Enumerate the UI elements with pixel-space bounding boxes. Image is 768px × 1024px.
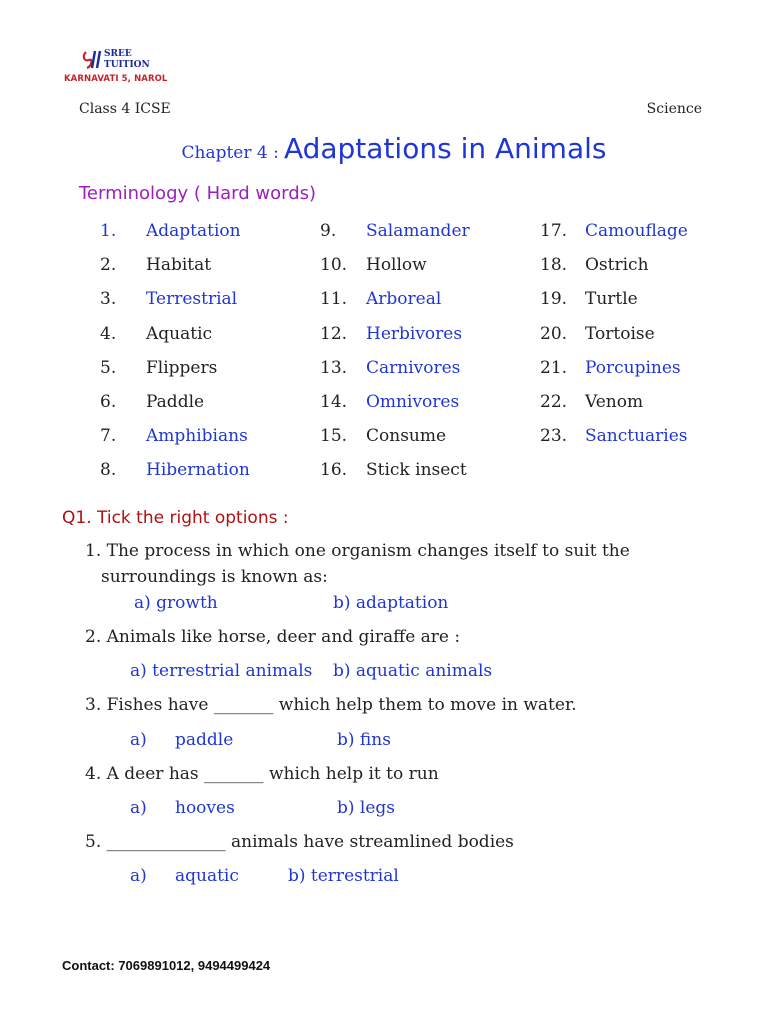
term-number: 22. (540, 392, 568, 412)
q1-option-a[interactable]: a) growth (134, 593, 218, 613)
term-number: 6. (100, 392, 117, 412)
question-4: 4. A deer has _______ which help it to run (85, 764, 439, 784)
term-word: Herbivores (366, 323, 463, 344)
term-word: Tortoise (585, 323, 655, 344)
term-word: Amphibians (146, 426, 248, 447)
term-number: 3. (100, 289, 117, 310)
question-heading: Q1. Tick the right options : (62, 508, 289, 528)
term-word: Hollow (366, 255, 427, 276)
term-word: Stick insect (366, 460, 467, 481)
contact-info: Contact: 7069891012, 9494499424 (62, 958, 271, 973)
term-word: Adaptation (146, 221, 241, 241)
term-word: Arboreal (366, 289, 442, 310)
terminology-heading: Terminology ( Hard words) (79, 183, 317, 204)
q5-option-a-letter[interactable]: a) (130, 866, 147, 886)
term-word: Omnivores (366, 392, 460, 412)
term-number: 2. (100, 255, 117, 276)
q3-option-a[interactable]: paddle (175, 730, 234, 750)
chapter-prefix: Chapter 4 : (181, 143, 279, 163)
term-number: 5. (100, 357, 117, 378)
term-number: 16. (320, 460, 348, 481)
term-word: Hibernation (146, 460, 250, 481)
term-number: 21. (540, 357, 568, 378)
term-number: 1. (100, 221, 117, 241)
q4-option-a[interactable]: hooves (175, 798, 235, 818)
q2-option-a[interactable]: a) terrestrial animals (130, 661, 313, 681)
term-word: Camouflage (585, 221, 688, 241)
logo-text-tuition: TUITION (104, 60, 150, 70)
question-5: 5. ______________ animals have streamlined bodies (85, 832, 514, 852)
term-number: 12. (320, 323, 348, 344)
term-word: Terrestrial (146, 289, 238, 310)
term-number: 4. (100, 323, 117, 344)
term-number: 10. (320, 255, 348, 276)
logo (64, 48, 174, 94)
term-number: 14. (320, 392, 348, 412)
term-word: Sanctuaries (585, 426, 688, 447)
question-3: 3. Fishes have _______ which help them to move in water. (85, 695, 577, 715)
q3-option-b[interactable]: b) fins (337, 730, 391, 750)
logo-text-place: KARNAVATI 5, NAROL (64, 74, 168, 84)
term-word: Flippers (146, 357, 218, 378)
term-word: Habitat (146, 255, 212, 276)
term-word: Porcupines (585, 357, 681, 378)
term-word: Turtle (585, 289, 638, 310)
term-word: Paddle (146, 392, 205, 412)
term-number: 7. (100, 426, 117, 447)
term-word: Consume (366, 426, 447, 447)
term-number: 19. (540, 289, 568, 310)
question-2: 2. Animals like horse, deer and giraffe are : (85, 627, 461, 647)
q3-option-a-letter[interactable]: a) (130, 730, 147, 750)
question-1-line-1: 1. The process in which one organism changes itself to suit the (85, 541, 630, 561)
term-number: 13. (320, 357, 348, 378)
q2-option-b[interactable]: b) aquatic animals (333, 661, 493, 681)
q1-option-b[interactable]: b) adaptation (333, 593, 449, 613)
term-number: 23. (540, 426, 568, 447)
term-number: 9. (320, 221, 337, 241)
q5-option-b[interactable]: b) terrestrial (288, 866, 399, 886)
term-number: 11. (320, 289, 348, 310)
term-word: Aquatic (146, 323, 213, 344)
q5-option-a[interactable]: aquatic (175, 866, 239, 886)
term-number: 20. (540, 323, 568, 344)
term-word: Salamander (366, 221, 470, 241)
page-title (0, 132, 768, 165)
q4-option-a-letter[interactable]: a) (130, 798, 147, 818)
logo-mark-icon (80, 48, 104, 72)
term-number: 8. (100, 460, 117, 481)
term-number: 15. (320, 426, 348, 447)
question-1-line-2: surroundings is known as: (101, 567, 328, 587)
term-word: Venom (585, 392, 644, 412)
term-number: 17. (540, 221, 568, 241)
term-word: Carnivores (366, 357, 461, 378)
term-number: 18. (540, 255, 568, 276)
subject-label: Science (646, 101, 702, 117)
chapter-title: Adaptations in Animals (283, 132, 607, 165)
term-word: Ostrich (585, 255, 649, 276)
logo-text-sree: SREE (104, 49, 132, 59)
q4-option-b[interactable]: b) legs (337, 798, 396, 818)
class-label: Class 4 ICSE (79, 101, 171, 117)
